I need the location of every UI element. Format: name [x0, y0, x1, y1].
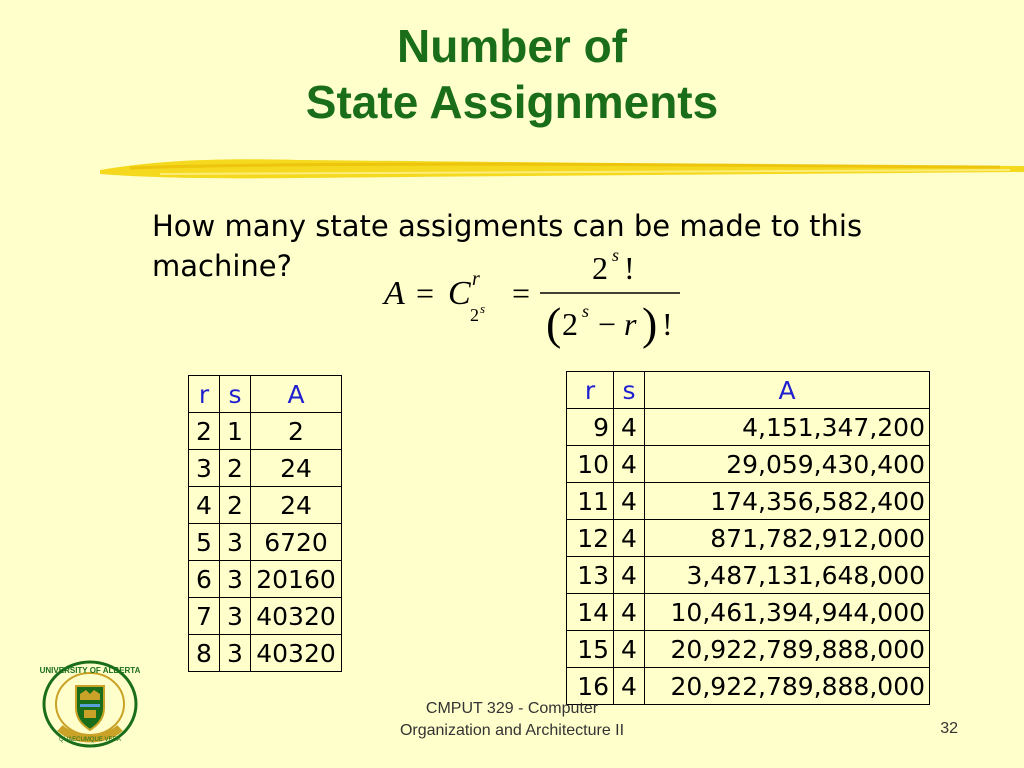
formula-sub-2: 2: [470, 305, 479, 325]
cell-A: 20160: [251, 561, 342, 598]
assignments-table-small: [188, 375, 342, 672]
header-A: A: [645, 372, 930, 409]
table-header-row: [189, 376, 342, 413]
header-A: A: [251, 376, 342, 413]
cell-r: 2: [189, 413, 220, 450]
formula-den-fact: !: [662, 306, 673, 342]
header-r: r: [567, 372, 614, 409]
cell-r: 10: [567, 446, 614, 483]
university-crest-logo: [40, 658, 140, 750]
title-line-1: Number of: [397, 20, 627, 72]
table-row: [567, 520, 930, 557]
cell-r: 11: [567, 483, 614, 520]
formula-num-2: 2: [592, 250, 608, 286]
formula-num-fact: !: [624, 250, 635, 286]
cell-r: 13: [567, 557, 614, 594]
combination-formula: [380, 245, 700, 355]
formula-eq2: =: [512, 275, 531, 311]
table-row: [189, 524, 342, 561]
table-row: [567, 446, 930, 483]
cell-A: 871,782,912,000: [645, 520, 930, 557]
formula-A: A: [384, 275, 405, 312]
cell-s: 4: [614, 483, 645, 520]
assignments-table-large: [566, 371, 930, 705]
cell-s: 4: [614, 446, 645, 483]
table-row: [567, 594, 930, 631]
formula-num-s: s: [612, 245, 620, 265]
table-row: [189, 450, 342, 487]
cell-A: 40320: [251, 598, 342, 635]
formula-den-r: r: [624, 306, 637, 342]
footer-line-1: CMPUT 329 - Computer: [425, 700, 599, 717]
formula-den-s: s: [582, 301, 590, 321]
formula-eq1: =: [416, 275, 435, 311]
formula-paren-open: (: [546, 298, 562, 349]
cell-s: 4: [614, 520, 645, 557]
footer-line-2: Organization and Architecture II: [399, 722, 625, 739]
cell-A: 24: [251, 450, 342, 487]
cell-r: 8: [189, 635, 220, 672]
cell-A: 20,922,789,888,000: [645, 631, 930, 668]
cell-s: 3: [220, 561, 251, 598]
cell-s: 2: [220, 487, 251, 524]
cell-r: 7: [189, 598, 220, 635]
formula-den-2: 2: [562, 306, 578, 342]
footer-course-title: [352, 698, 672, 742]
cell-s: 1: [220, 413, 251, 450]
table-row: [189, 487, 342, 524]
header-r: r: [189, 376, 220, 413]
title-line-2: State Assignments: [305, 76, 719, 128]
logo-motto: QUAECUMQUE VERA: [59, 737, 121, 743]
cell-A: 20,922,789,888,000: [645, 668, 930, 705]
slide-title: [0, 18, 1024, 130]
cell-A: 29,059,430,400: [645, 446, 930, 483]
cell-r: 15: [567, 631, 614, 668]
cell-A: 10,461,394,944,000: [645, 594, 930, 631]
cell-s: 4: [614, 631, 645, 668]
cell-s: 4: [614, 594, 645, 631]
header-s: s: [220, 376, 251, 413]
cell-A: 4,151,347,200: [645, 409, 930, 446]
table-row: [567, 631, 930, 668]
table-row: [189, 635, 342, 672]
cell-r: 14: [567, 594, 614, 631]
table-row: [189, 598, 342, 635]
cell-r: 3: [189, 450, 220, 487]
cell-s: 3: [220, 524, 251, 561]
formula-den-minus: −: [598, 306, 617, 342]
header-s: s: [614, 372, 645, 409]
cell-r: 4: [189, 487, 220, 524]
table-row: [567, 483, 930, 520]
logo-top-text: UNIVERSITY OF ALBERTA: [40, 666, 140, 675]
cell-A: 40320: [251, 635, 342, 672]
table-row: [567, 557, 930, 594]
cell-r: 12: [567, 520, 614, 557]
cell-A: 3,487,131,648,000: [645, 557, 930, 594]
cell-A: 24: [251, 487, 342, 524]
table-header-row: [567, 372, 930, 409]
formula-sup-r: r: [472, 268, 480, 290]
cell-s: 4: [614, 668, 645, 705]
cell-A: 6720: [251, 524, 342, 561]
cell-s: 3: [220, 635, 251, 672]
table-row: [189, 413, 342, 450]
formula-sub-s: s: [480, 301, 486, 316]
cell-A: 174,356,582,400: [645, 483, 930, 520]
question-text: How many state assigments can be made to this machine?: [152, 209, 863, 283]
cell-r: 6: [189, 561, 220, 598]
cell-s: 3: [220, 598, 251, 635]
page-number: 32: [940, 720, 958, 737]
cell-r: 9: [567, 409, 614, 446]
cell-A: 2: [251, 413, 342, 450]
cell-s: 4: [614, 409, 645, 446]
cell-r: 5: [189, 524, 220, 561]
cell-s: 4: [614, 557, 645, 594]
cell-r: 16: [567, 668, 614, 705]
cell-s: 2: [220, 450, 251, 487]
formula-paren-close: ): [642, 298, 658, 349]
table-row: [189, 561, 342, 598]
formula-C: C: [448, 275, 471, 312]
highlighter-stroke: [100, 150, 1024, 184]
table-row: [567, 409, 930, 446]
